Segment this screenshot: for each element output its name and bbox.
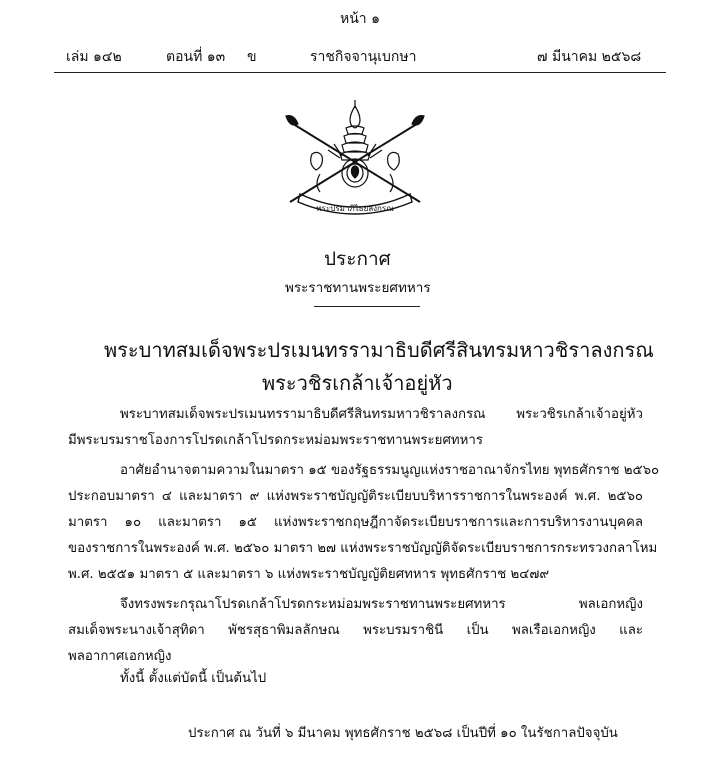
paragraph-effective [68, 666, 643, 692]
royal-cypher-emblem-icon [280, 98, 430, 220]
gazette-name: ราชกิจจานุเบกษา [310, 49, 417, 65]
publication-date: ๗ มีนาคม ๒๕๖๘ [537, 49, 642, 65]
body-line: พ.ศ. ๒๕๕๑ มาตรา ๕ และมาตรา ๖ แห่งพระราชบัญญัติยศทหาร พุทธศักราช ๒๔๗๙ [68, 567, 550, 582]
title-divider [314, 306, 420, 307]
emblem-banner-text: พระปรมาภิไธยลงกรณ [316, 204, 394, 213]
announcement-subheading: พระราชทานพระยศทหาร [285, 280, 431, 296]
page-number: หน้า ๑ [340, 11, 380, 27]
body-line: ของราชการในพระองค์ พ.ศ. ๒๕๖๐ มาตรา ๒๗ แห่งพระราชบัญญัติจัดระเบียบราชการกระทรวงกลาโหม [68, 541, 658, 556]
king-name-line1: พระบาทสมเด็จพระปรเมนทรรามาธิบดีศรีสินทรมหาวชิราลงกรณ [104, 338, 654, 362]
body-line: พระบาทสมเด็จพระปรเมนทรรามาธิบดีศรีสินทรมหาวชิราลงกรณ พระวชิรเกล้าเจ้าอยู่หัว [120, 407, 643, 422]
paragraph-promotion [68, 592, 643, 670]
proclamation-footer: ประกาศ ณ วันที่ ๖ มีนาคม พุทธศักราช ๒๕๖๘ เป็นปีที่ ๑๐ ในรัชกาลปัจจุบัน [188, 726, 618, 741]
body-line: ทั้งนี้ ตั้งแต่บัดนี้ เป็นต้นไป [120, 671, 267, 686]
section-type: ข [247, 49, 257, 65]
paragraph-royal-command [68, 402, 643, 454]
body-line: มีพระบรมราชโองการโปรดเกล้าโปรดกระหม่อมพระราชทานพระยศทหาร [68, 433, 484, 448]
body-line: จึงทรงพระกรุณาโปรดเกล้าโปรดกระหม่อมพระราชทานพระยศทหาร พลเอกหญิง [120, 597, 643, 612]
body-line: มาตรา ๑๐ และมาตรา ๑๕ แห่งพระราชกฤษฎีกาจัดระเบียบราชการและการบริหารงานบุคคล [68, 515, 643, 530]
king-name-line2: พระวชิรเกล้าเจ้าอยู่หัว [262, 371, 453, 395]
announcement-heading: ประกาศ [324, 248, 391, 270]
body-line: สมเด็จพระนางเจ้าสุทิดา พัชรสุธาพิมลลักษณ พระบรมราชินี เป็น พลเรือเอกหญิง และ [68, 623, 643, 638]
body-line: ประกอบมาตรา ๔ และมาตรา ๙ แห่งพระราชบัญญัติระเบียบบริหารราชการในพระองค์ พ.ศ. ๒๕๖๐ [68, 489, 643, 504]
header-divider [54, 72, 666, 73]
body-line: พลอากาศเอกหญิง [68, 649, 172, 664]
volume-label: เล่ม ๑๔๒ [66, 49, 122, 65]
section-label: ตอนที่ ๑๓ [166, 49, 226, 65]
paragraph-legal-basis [68, 458, 660, 588]
body-line: อาศัยอำนาจตามความในมาตรา ๑๕ ของรัฐธรรมนูญแห่งราชอาณาจักรไทย พุทธศักราช ๒๕๖๐ [120, 463, 660, 478]
